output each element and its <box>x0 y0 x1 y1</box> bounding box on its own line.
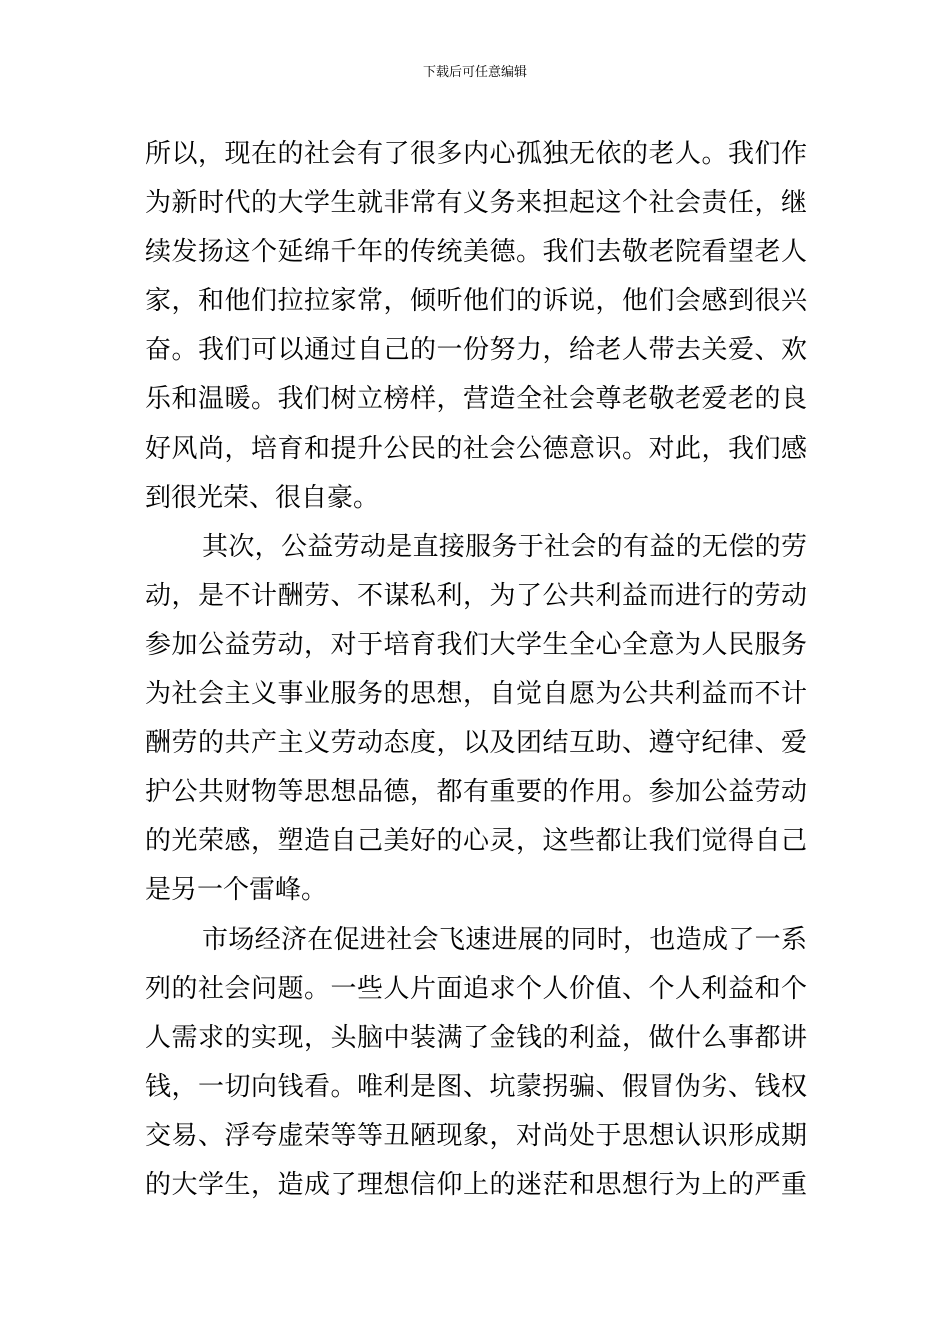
text-line: 护公共财物等思想品德，都有重要的作用。参加公益劳动 <box>145 777 807 808</box>
text-line: 动，是不计酬劳、不谋私利，为了公共利益而进行的劳动 <box>145 580 807 611</box>
paragraph-2 <box>145 523 807 916</box>
text-line: 是另一个雷峰。 <box>145 875 328 906</box>
text-line: 为新时代的大学生就非常有义务来担起这个社会责任，继 <box>145 188 807 219</box>
text-line: 家，和他们拉拉家常，倾听他们的诉说，他们会感到很兴 <box>145 286 807 317</box>
text-line: 市场经济在促进社会飞速进展的同时，也造成了一系 <box>202 924 807 955</box>
text-line: 参加公益劳动，对于培育我们大学生全心全意为人民服务 <box>145 629 807 660</box>
text-line: 奋。我们可以通过自己的一份努力，给老人带去关爱、欢 <box>145 335 807 366</box>
text-line: 乐和温暖。我们树立榜样，营造全社会尊老敬老爱老的良 <box>145 384 807 415</box>
text-line: 好风尚，培育和提升公民的社会公德意识。对此，我们感 <box>145 433 807 464</box>
text-line: 的光荣感，塑造自己美好的心灵，这些都让我们觉得自己 <box>145 826 807 857</box>
text-line: 酬劳的共产主义劳动态度，以及团结互助、遵守纪律、爱 <box>145 728 807 759</box>
text-line: 人需求的实现，头脑中装满了金钱的利益，做什么事都讲 <box>145 1022 807 1053</box>
text-line: 为社会主义事业服务的思想，自觉自愿为公共利益而不计 <box>145 679 807 710</box>
text-line: 所以，现在的社会有了很多内心孤独无依的老人。我们作 <box>145 139 807 169</box>
document-body <box>145 130 807 1210</box>
paragraph-3 <box>145 916 807 1211</box>
text-line: 的大学生，造成了理想信仰上的迷茫和思想行为上的严重 <box>145 1169 807 1200</box>
text-line: 钱，一切向钱看。唯利是图、坑蒙拐骗、假冒伪劣、钱权 <box>145 1071 807 1102</box>
text-line: 到很光荣、很自豪。 <box>145 482 380 513</box>
text-line: 交易、浮夸虚荣等等丑陋现象，对尚处于思想认识形成期 <box>145 1120 807 1151</box>
text-line: 其次，公益劳动是直接服务于社会的有益的无偿的劳 <box>202 531 807 562</box>
text-line: 列的社会问题。一些人片面追求个人价值、个人利益和个 <box>145 973 807 1004</box>
paragraph-1 <box>145 130 807 523</box>
text-line: 续发扬这个延绵千年的传统美德。我们去敬老院看望老人 <box>145 237 807 268</box>
page-header: 下载后可任意编辑 <box>422 65 527 80</box>
